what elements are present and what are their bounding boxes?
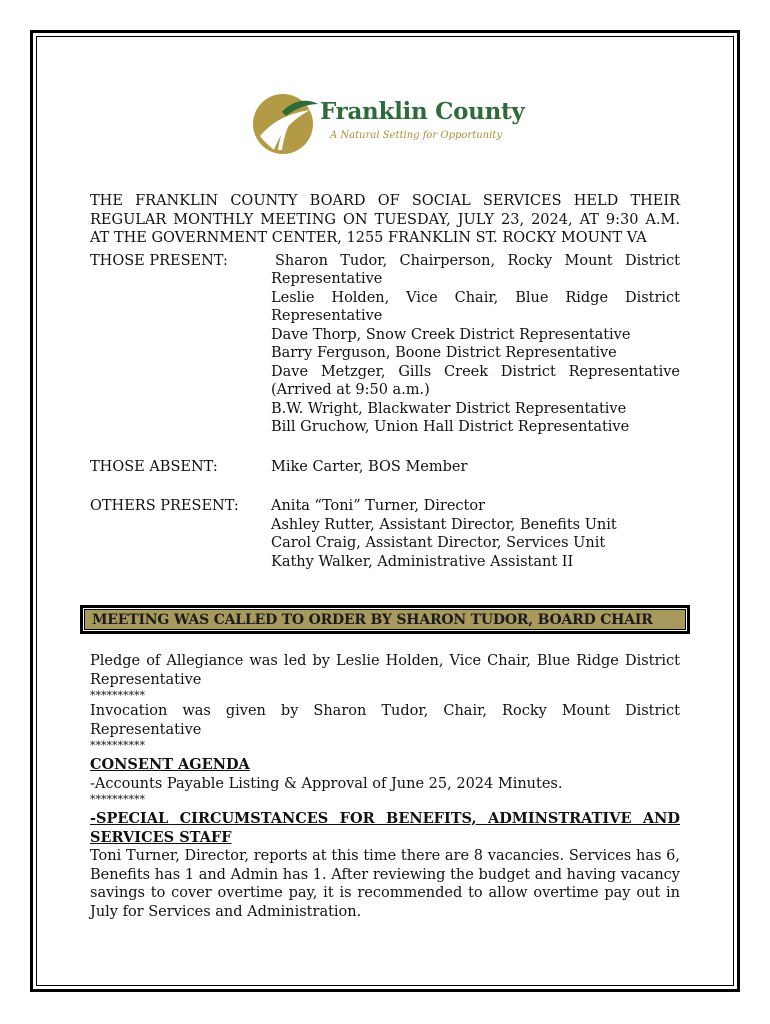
leaf-emblem-icon [252, 92, 318, 156]
separator: ********** [90, 739, 145, 752]
attendee-line: Dave Metzger, Gills Creek District Representative [271, 363, 680, 380]
attendee-line: Bill Gruchow, Union Hall District Representative [271, 419, 630, 435]
attendee-line: Representative [271, 308, 383, 324]
those-absent-list [271, 458, 680, 477]
those-present-list [271, 252, 680, 437]
special-circumstances-heading: -SPECIAL CIRCUMSTANCES FOR BENEFITS, ADMINSTRATIVE AND SERVICES STAFF [90, 810, 680, 846]
intro-paragraph: THE FRANKLIN COUNTY BOARD OF SOCIAL SERVICES HELD THEIR REGULAR MONTHLY MEETING ON TUESDAY, JULY 23, 2024, AT 9:30 A.M. AT THE GOVERNMENT CENTER, 1255 FRANKLIN ST. ROCKY MOUNT VA [90, 193, 680, 246]
pledge-paragraph: Pledge of Allegiance was led by Leslie Holden, Vice Chair, Blue Ridge District Representative [90, 653, 680, 688]
others-present-section [90, 497, 680, 571]
invocation-paragraph: Invocation was given by Sharon Tudor, Chair, Rocky Mount District Representative [90, 703, 680, 738]
minutes-body [90, 652, 680, 921]
separator: ********** [90, 689, 145, 702]
those-present-label: THOSE PRESENT: [90, 252, 228, 269]
franklin-county-logo [252, 92, 532, 156]
separator: ********** [90, 793, 145, 806]
attendee-line: Barry Ferguson, Boone District Representative [271, 345, 617, 361]
staff-line: Carol Craig, Assistant Director, Services Unit [271, 535, 606, 551]
attendee-line: B.W. Wright, Blackwater District Representative [271, 400, 627, 417]
call-to-order-banner [80, 605, 690, 634]
staff-line: Ashley Rutter, Assistant Director, Benefits Unit [271, 516, 617, 533]
absent-line: Mike Carter, BOS Member [271, 458, 468, 475]
logo-tagline: A Natural Setting for Opportunity [330, 130, 502, 141]
consent-agenda-text: -Accounts Payable Listing & Approval of June 25, 2024 Minutes. [90, 775, 563, 792]
call-to-order-text: MEETING WAS CALLED TO ORDER BY SHARON TUDOR, BOARD CHAIR [92, 612, 653, 628]
logo-name: Franklin County [320, 98, 525, 125]
staff-line: Anita “Toni” Turner, Director [271, 498, 486, 514]
consent-agenda-heading: CONSENT AGENDA [90, 756, 250, 773]
special-circumstances-text: Toni Turner, Director, reports at this time there are 8 vacancies. Services has 6, Benefits has 1 and Admin has 1. After reviewing the budget and having vacancy savings to cover overtime pay, it is recommended to allow overtime pay out in July for Services and Administration. [90, 848, 680, 920]
attendee-line: Dave Thorp, Snow Creek District Representative [271, 326, 631, 343]
those-absent-label: THOSE ABSENT: [90, 458, 218, 475]
minutes-header [90, 192, 680, 571]
attendee-line: (Arrived at 9:50 a.m.) [271, 382, 430, 398]
others-present-list [271, 497, 680, 571]
staff-line: Kathy Walker, Administrative Assistant II [271, 553, 574, 570]
those-present-section [90, 252, 680, 437]
others-present-label: OTHERS PRESENT: [90, 498, 239, 514]
attendee-line: Representative [271, 271, 383, 287]
those-absent-section [90, 458, 680, 477]
attendee-line: Sharon Tudor, Chairperson, Rocky Mount District [275, 252, 680, 269]
attendee-line: Leslie Holden, Vice Chair, Blue Ridge District [271, 289, 680, 306]
